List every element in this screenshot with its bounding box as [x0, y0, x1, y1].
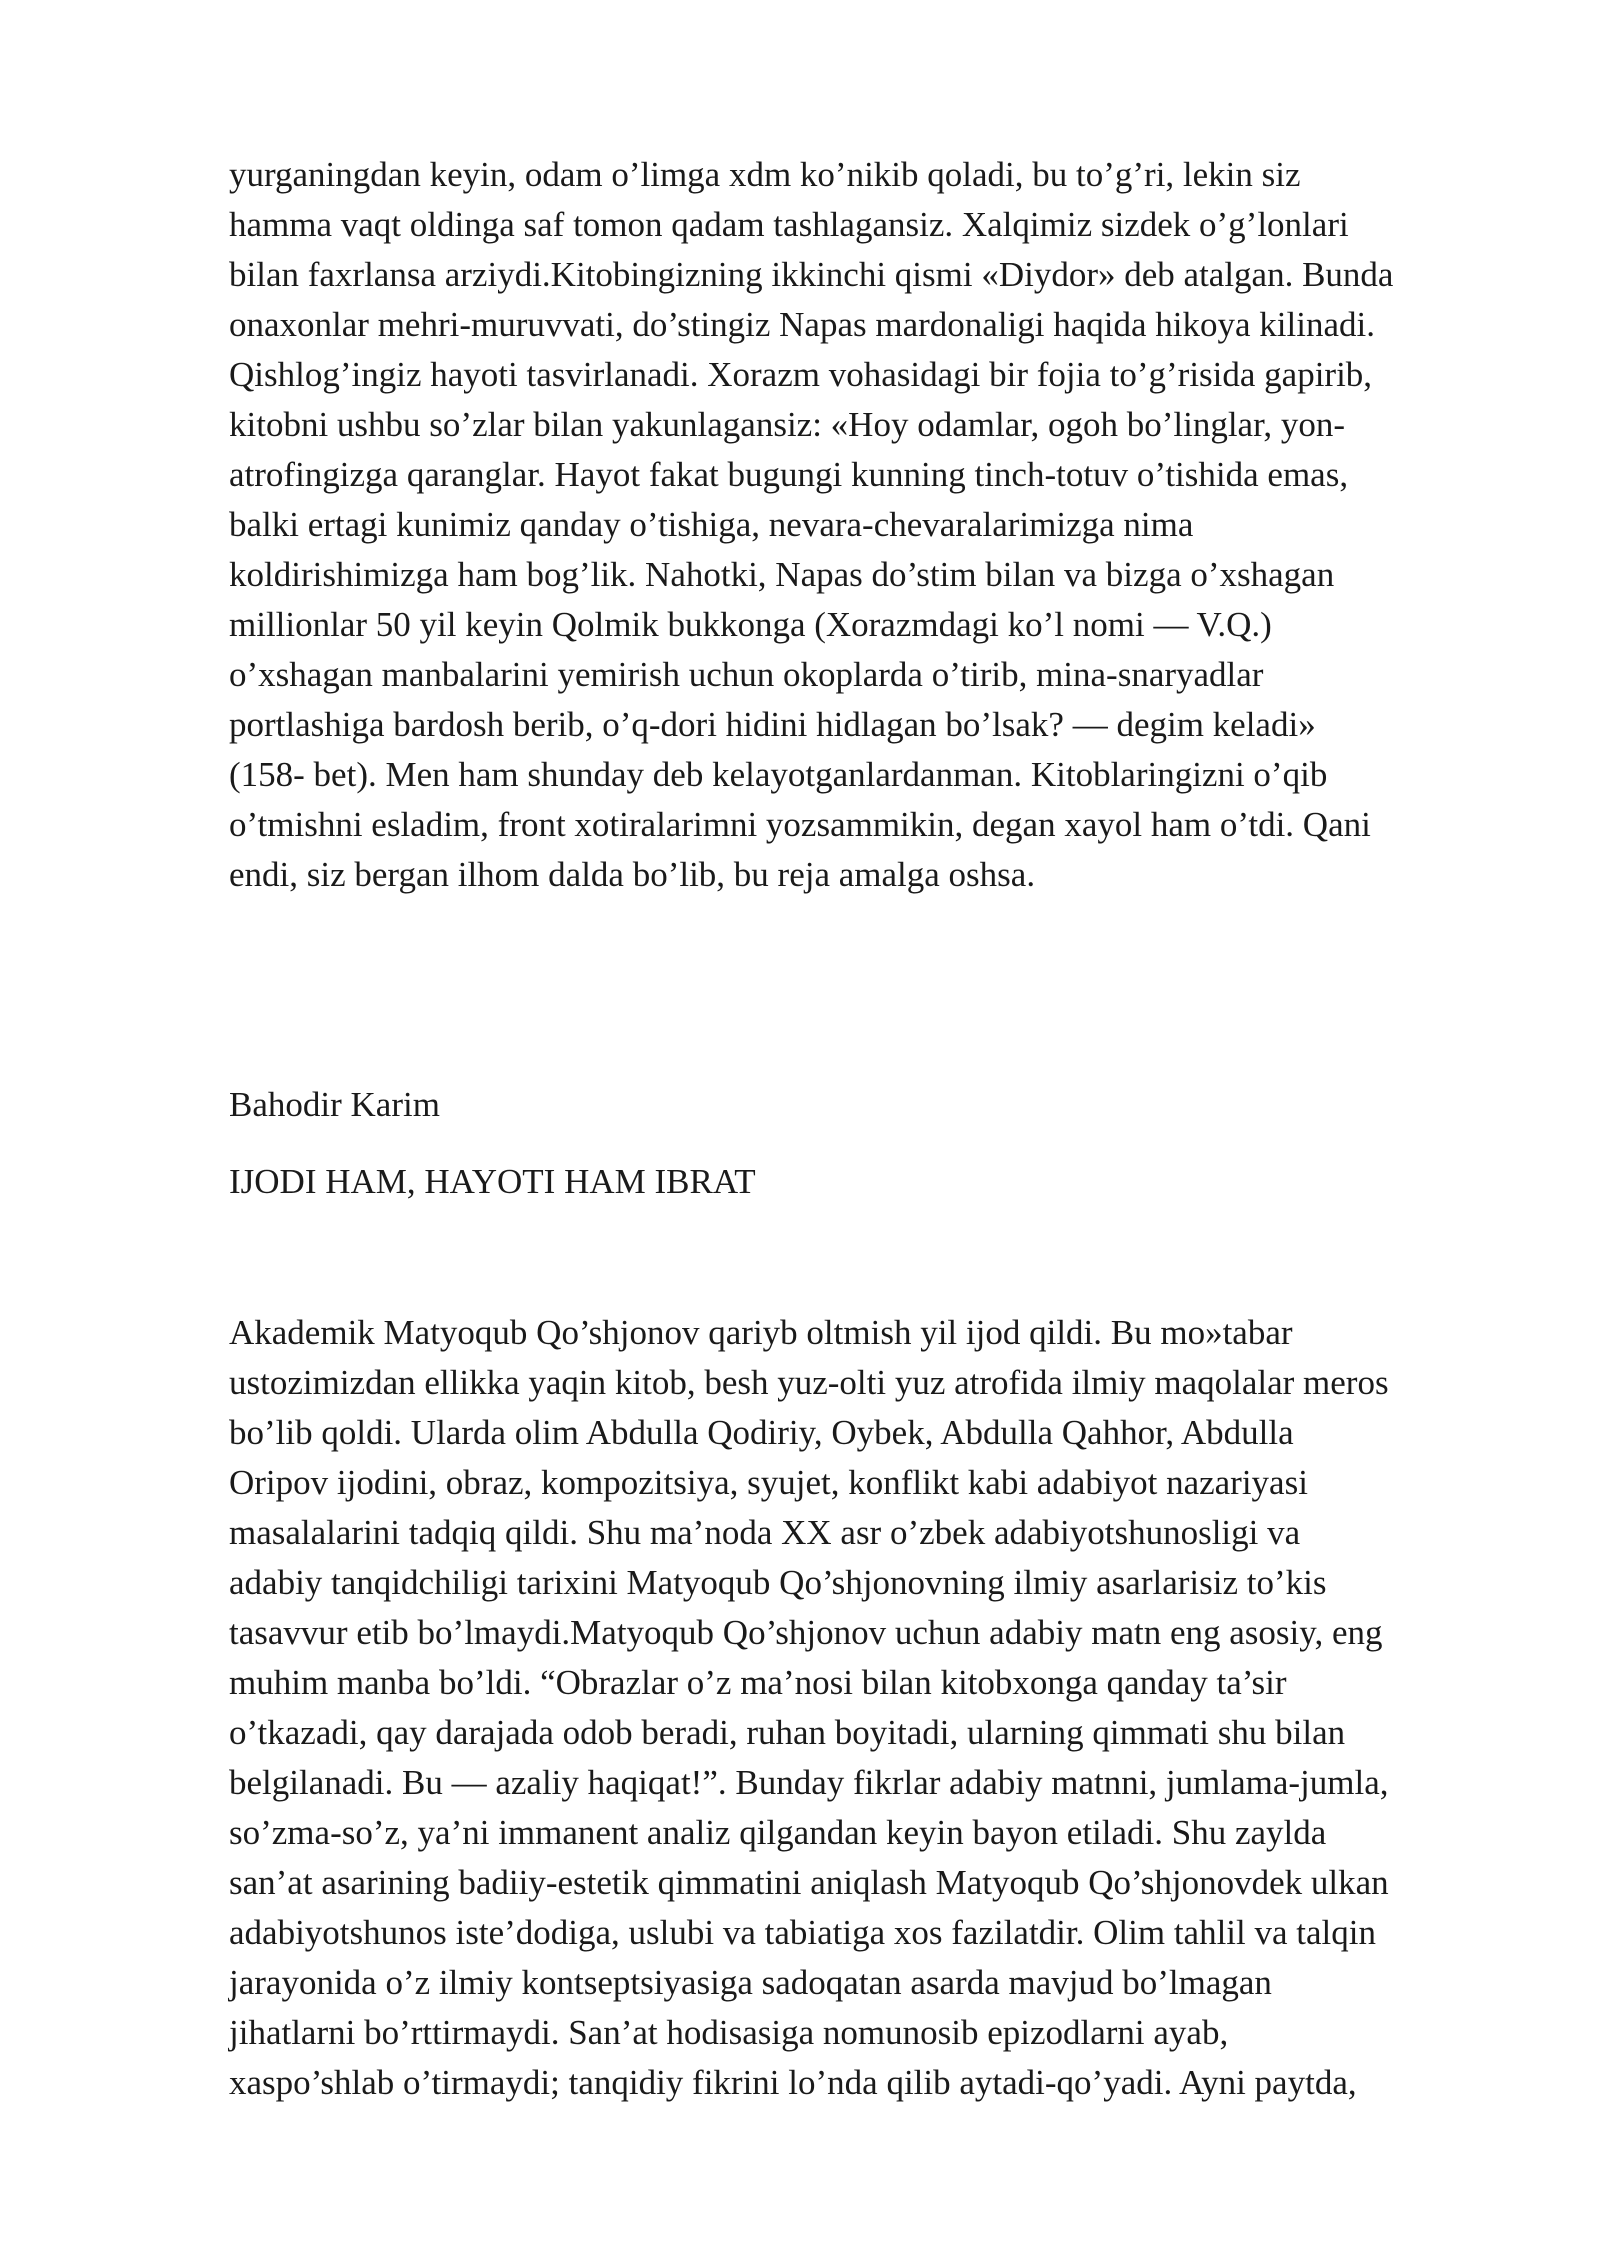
text-line: hamma vaqt oldinga saf tomon qadam tashlagansiz. Xalqimiz sizdek o’g’lonlari: [229, 205, 1349, 244]
document-page: [229, 150, 1509, 2102]
text-line: san’at asarining badiiy-estetik qimmatini aniqlash Matyoqub Qo’shjonovdek ulkan: [229, 1863, 1389, 1902]
text-line: o’tkazadi, qay darajada odob beradi, ruhan boyitadi, ularning qimmati shu bilan: [229, 1713, 1346, 1752]
text-line: balki ertagi kunimiz qanday o’tishiga, nevara-chevaralarimizga nima: [229, 505, 1194, 544]
text-line: adabiyotshunos iste’dodiga, uslubi va tabiatiga xos fazilatdir. Olim tahlil va talqin: [229, 1913, 1377, 1952]
body-paragraph-2: [229, 1308, 1389, 2108]
text-line: masalalarini tadqiq qildi. Shu ma’noda XX asr o’zbek adabiyotshunosligi va: [229, 1513, 1301, 1552]
body-paragraph-1: [229, 150, 1509, 900]
text-line: bilan faxrlansa arziydi.Kitobingizning ikkinchi qismi «Diydor» deb atalgan. Bunda: [229, 255, 1394, 294]
text-line: Oripov ijodini, obraz, kompozitsiya, syujet, konflikt kabi adabiyot nazariyasi: [229, 1463, 1308, 1502]
text-line: adabiy tanqidchiligi tarixini Matyoqub Qo’shjonovning ilmiy asarlarisiz to’kis: [229, 1563, 1327, 1602]
text-line: koldirishimizga ham bog’lik. Nahotki, Napas do’stim bilan va bizga o’xshagan: [229, 555, 1335, 594]
text-line: Akademik Matyoqub Qo’shjonov qariyb oltmish yil ijod qildi. Bu mo»tabar: [229, 1313, 1293, 1352]
author-name: Bahodir Karim: [229, 1085, 440, 1124]
text-line: onaxonlar mehri-muruvvati, do’stingiz Napas mardonaligi haqida hikoya kilinadi.: [229, 305, 1375, 344]
text-line: yurganingdan keyin, odam o’limga xdm ko’nikib qoladi, bu to’g’ri, lekin siz: [229, 155, 1301, 194]
text-line: xaspo’shlab o’tirmaydi; tanqidiy fikrini lo’nda qilib aytadi-qo’yadi. Ayni paytda,: [229, 2063, 1357, 2102]
text-line: o’xshagan manbalarini yemirish uchun okoplarda o’tirib, mina-snaryadlar: [229, 655, 1264, 694]
text-line: so’zma-so’z, ya’ni immanent analiz qilgandan keyin bayon etiladi. Shu zaylda: [229, 1813, 1327, 1852]
text-line: jihatlarni bo’rttirmaydi. San’at hodisasiga nomunosib epizodlarni ayab,: [229, 2013, 1229, 2052]
text-line: millionlar 50 yil keyin Qolmik bukkonga (Xorazmdagi ko’l nomi — V.Q.): [229, 605, 1272, 644]
text-line: o’tmishni esladim, front xotiralarimni yozsammikin, degan xayol ham o’tdi. Qani: [229, 805, 1371, 844]
text-line: Qishlog’ingiz hayoti tasvirlanadi. Xorazm vohasidagi bir fojia to’g’risida gapirib,: [229, 355, 1373, 394]
text-line: muhim manba bo’ldi. “Obrazlar o’z ma’nosi bilan kitobxonga qanday ta’sir: [229, 1663, 1287, 1702]
text-line: (158- bet). Men ham shunday deb kelayotganlardanman. Kitoblaringizni o’qib: [229, 755, 1328, 794]
text-line: belgilanadi. Bu — azaliy haqiqat!”. Bunday fikrlar adabiy matnni, jumlama-jumla,: [229, 1763, 1389, 1802]
text-line: ustozimizdan ellikka yaqin kitob, besh yuz-olti yuz atrofida ilmiy maqolalar meros: [229, 1363, 1389, 1402]
text-line: portlashiga bardosh berib, o’q-dori hidini hidlagan bo’lsak? — degim keladi»: [229, 705, 1316, 744]
text-line: kitobni ushbu so’zlar bilan yakunlagansiz: «Hoy odamlar, ogoh bo’linglar, yon-: [229, 405, 1346, 444]
text-line: tasavvur etib bo’lmaydi.Matyoqub Qo’shjonov uchun adabiy matn eng asosiy, eng: [229, 1613, 1383, 1652]
article-title: IJODI HAM, HAYOTI HAM IBRAT: [229, 1162, 756, 1201]
text-line: endi, siz bergan ilhom dalda bo’lib, bu reja amalga oshsa.: [229, 855, 1036, 894]
text-line: atrofingizga qaranglar. Hayot fakat bugungi kunning tinch-totuv o’tishida emas,: [229, 455, 1349, 494]
text-line: jarayonida o’z ilmiy kontseptsiyasiga sadoqatan asarda mavjud bo’lmagan: [229, 1963, 1272, 2002]
text-line: bo’lib qoldi. Ularda olim Abdulla Qodiriy, Oybek, Abdulla Qahhor, Abdulla: [229, 1413, 1294, 1452]
